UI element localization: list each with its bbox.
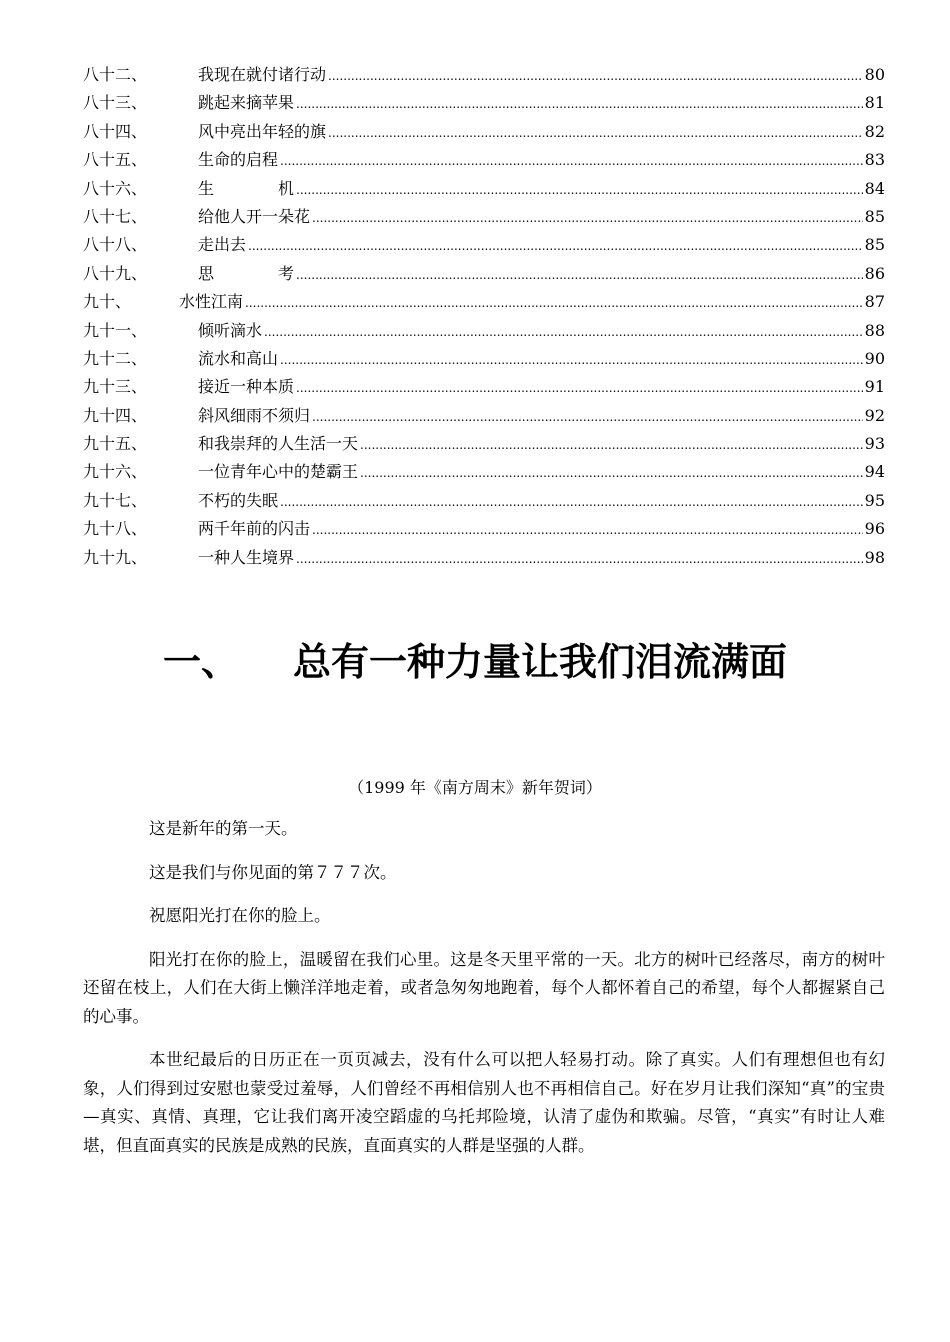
toc-entry-title: 水性江南 <box>179 292 244 312</box>
toc-entry-page: 90 <box>864 348 885 368</box>
toc-entry[interactable] <box>83 231 885 259</box>
toc-entry-page: 81 <box>864 93 885 113</box>
toc-entry-page: 86 <box>864 263 885 283</box>
toc-entry-title: 生机 <box>198 178 359 198</box>
chapter-subtitle: （1999 年《南方周末》新年贺词） <box>348 778 602 797</box>
toc-entry[interactable] <box>83 402 885 430</box>
toc-entry[interactable] <box>83 544 885 572</box>
body-text <box>83 815 885 1175</box>
toc-entry-number: 八十七、 <box>83 206 148 226</box>
toc-entry-number: 九十三、 <box>83 377 148 397</box>
toc-entry-number: 九十九、 <box>83 547 148 567</box>
toc-entry-title: 流水和高山 <box>198 348 279 368</box>
toc-entry-title: 斜风细雨不须归 <box>198 405 311 425</box>
toc-entry-page: 85 <box>864 235 885 255</box>
toc-entry[interactable] <box>83 317 885 345</box>
toc-entry-title: 一种人生境界 <box>198 547 295 567</box>
toc-entry-page: 98 <box>864 547 885 567</box>
toc-entry-number: 九十、 <box>83 292 132 312</box>
toc-entry-title: 思考 <box>198 263 359 283</box>
toc-entry-title: 接近一种本质 <box>198 377 295 397</box>
toc-entry-number: 八十六、 <box>83 178 148 198</box>
toc-entry-number: 八十四、 <box>83 121 148 141</box>
toc-leader-dots <box>280 346 863 374</box>
toc-entry-number: 九十一、 <box>83 320 148 340</box>
toc-entry-title: 走出去 <box>198 235 247 255</box>
toc-entry-number: 八十八、 <box>83 235 148 255</box>
toc-entry-page: 88 <box>864 320 885 340</box>
toc-entry[interactable] <box>83 515 885 543</box>
toc-entry-page: 85 <box>864 206 885 226</box>
toc-leader-dots <box>328 119 863 147</box>
toc-leader-dots <box>248 232 863 260</box>
toc-leader-dots <box>280 488 863 516</box>
toc-leader-dots <box>245 289 863 317</box>
toc-entry-number: 九十五、 <box>83 434 148 454</box>
toc-entry-number: 八十二、 <box>83 65 148 84</box>
toc-entry-page: 91 <box>864 377 885 397</box>
toc-entry-title: 我现在就付诸行动 <box>198 65 327 84</box>
toc-leader-dots <box>296 176 863 204</box>
toc-entry[interactable] <box>83 458 885 486</box>
toc-leader-dots <box>312 516 863 544</box>
toc-leader-dots <box>328 62 863 90</box>
toc-entry-number: 九十七、 <box>83 490 148 510</box>
toc-entry-page: 95 <box>864 490 885 510</box>
toc-leader-dots <box>296 374 863 402</box>
table-of-contents <box>83 61 885 572</box>
toc-entry-page: 94 <box>864 462 885 482</box>
toc-entry-page: 96 <box>864 519 885 539</box>
paragraph: 这是我们与你见面的第７７７次。 <box>149 862 397 882</box>
toc-entry[interactable] <box>83 61 885 89</box>
toc-leader-dots <box>296 261 863 289</box>
toc-leader-dots <box>360 459 863 487</box>
toc-entry-number: 八十九、 <box>83 263 148 283</box>
toc-entry[interactable] <box>83 203 885 231</box>
toc-entry-number: 九十二、 <box>83 348 148 368</box>
toc-leader-dots <box>360 431 863 459</box>
toc-entry-title: 给他人开一朵花 <box>198 206 311 226</box>
toc-entry-title: 两千年前的闪击 <box>198 519 311 539</box>
toc-entry[interactable] <box>83 118 885 146</box>
toc-entry-title: 不朽的失眠 <box>198 490 279 510</box>
toc-entry-number: 八十五、 <box>83 150 148 170</box>
chapter-title-text: 总有一种力量让我们泪流满面 <box>293 640 788 684</box>
toc-entry[interactable] <box>83 146 885 174</box>
toc-entry-page: 93 <box>864 434 885 454</box>
toc-entry-number: 九十八、 <box>83 519 148 539</box>
chapter-number: 一、 <box>162 640 239 684</box>
toc-entry-title: 一位青年心中的楚霸王 <box>198 462 359 482</box>
toc-entry-title: 跳起来摘苹果 <box>198 93 295 113</box>
toc-entry-page: 83 <box>864 150 885 170</box>
toc-entry[interactable] <box>83 430 885 458</box>
paragraph: 本世纪最后的日历正在一页页减去，没有什么可以把人轻易打动。除了真实。人们有理想但也有幻象，人们得到过安慰也蒙受过羞辱，人们曾经不再相信别人也不再相信自己。好在岁月让我们深知“真”的宝贵—真实、真情、真理，它让我们离开凌空蹈虚的乌托邦险境，认清了虚伪和欺骗。尽管，“真实”有时让人难堪，但直面真实的民族是成熟的民族，直面真实的人群是坚强的人群。 <box>83 1050 885 1155</box>
toc-entry[interactable] <box>83 89 885 117</box>
toc-leader-dots <box>312 403 863 431</box>
toc-entry[interactable] <box>83 175 885 203</box>
toc-entry[interactable] <box>83 373 885 401</box>
toc-entry[interactable] <box>83 345 885 373</box>
paragraph: 祝愿阳光打在你的脸上。 <box>149 906 331 925</box>
paragraph: 阳光打在你的脸上，温暖留在我们心里。这是冬天里平常的一天。北方的树叶已经落尽，南方的树叶还留在枝上，人们在大街上懒洋洋地走着，或者急匆匆地跑着，每个人都怀着自己的希望，每个人都握紧自己的心事。 <box>83 949 885 1026</box>
toc-entry-page: 87 <box>864 292 885 312</box>
toc-leader-dots <box>296 545 863 573</box>
toc-entry-title: 生命的启程 <box>198 150 279 170</box>
chapter-heading <box>0 632 950 692</box>
toc-leader-dots <box>280 147 863 175</box>
toc-leader-dots <box>312 204 863 232</box>
toc-entry-number: 八十三、 <box>83 93 148 113</box>
toc-entry[interactable] <box>83 487 885 515</box>
toc-leader-dots <box>264 318 863 346</box>
toc-entry-page: 84 <box>864 178 885 198</box>
toc-entry-page: 80 <box>864 65 885 84</box>
toc-entry-title: 风中亮出年轻的旗 <box>198 121 327 141</box>
toc-entry-page: 92 <box>864 405 885 425</box>
toc-leader-dots <box>296 90 863 118</box>
toc-entry-title: 和我崇拜的人生活一天 <box>198 434 359 454</box>
toc-entry-page: 82 <box>864 121 885 141</box>
toc-entry-number: 九十四、 <box>83 405 148 425</box>
toc-entry-number: 九十六、 <box>83 462 148 482</box>
toc-entry[interactable] <box>83 288 885 316</box>
paragraph: 这是新年的第一天。 <box>149 819 298 838</box>
toc-entry-title: 倾听滴水 <box>198 320 263 340</box>
toc-entry[interactable] <box>83 260 885 288</box>
